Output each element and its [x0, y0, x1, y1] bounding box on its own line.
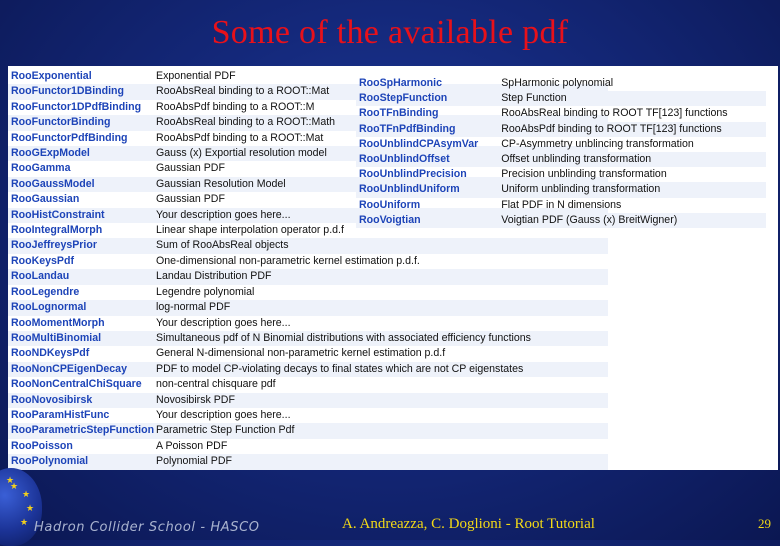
right-table-row: [356, 91, 766, 106]
pdf-class-name: RooUniform: [359, 198, 421, 211]
pdf-class-name: RooGExpModel: [8, 146, 154, 161]
pdf-class-name: RooFunctor1DPdfBinding: [11, 100, 142, 113]
left-table-row: [8, 269, 608, 284]
pdf-description: Landau Distribution PDF: [154, 269, 608, 284]
pdf-class-name: RooFunctor1DBinding: [8, 84, 154, 99]
right-table-row: [356, 198, 766, 213]
right-table-row: [356, 213, 766, 228]
pdf-description: Linear shape interpolation operator p.d.f: [156, 224, 344, 237]
pdf-description: Precision unblinding transformation: [501, 168, 667, 181]
left-table-row: [8, 300, 608, 315]
pdf-class-name: RooHistConstraint: [8, 208, 154, 223]
left-table-row: [8, 238, 608, 253]
footer-school-name: Hadron Collider School - HASCO: [34, 520, 260, 535]
pdf-description: Gaussian PDF: [156, 162, 225, 175]
pdf-description: Step Function: [499, 91, 766, 106]
pdf-class-name: RooUnblindOffset: [356, 152, 499, 167]
pdf-description: Gaussian PDF: [156, 193, 225, 206]
pdf-description: CP-Asymmetry unblincing transformation: [501, 137, 694, 150]
pdf-description: RooAbsReal binding to a ROOT::Math: [154, 115, 608, 130]
pdf-class-name: RooLognormal: [8, 300, 154, 315]
slide-title: Some of the available pdf: [211, 14, 569, 51]
pdf-class-name: RooJeffreysPrior: [8, 238, 154, 253]
left-table-row: [8, 393, 608, 408]
pdf-class-name: RooGaussModel: [8, 177, 154, 192]
pdf-class-name: RooParamHistFunc: [11, 408, 110, 421]
page-number: 29: [758, 516, 771, 531]
pdf-class-name: RooFunctorPdfBinding: [11, 131, 128, 144]
pdf-class-name: RooFunctorBinding: [8, 115, 154, 130]
pdf-description: PDF to model CP-violating decays to final states which are not CP eigenstates: [154, 362, 608, 377]
pdf-description: RooAbsPdf binding to ROOT TF[123] functions: [499, 122, 766, 137]
pdf-class-name: RooSpHarmonic: [359, 77, 442, 89]
left-table-row: [8, 362, 608, 377]
left-table-row: [8, 423, 608, 438]
pdf-description: Gaussian Resolution Model: [154, 177, 608, 192]
left-table-row: [8, 454, 608, 469]
pdf-description: Your description goes here...: [154, 208, 608, 223]
pdf-description: non-central chisquare pdf: [156, 378, 276, 391]
pdf-description: General N-dimensional non-parametric kernel estimation p.d.f: [156, 347, 446, 360]
pdf-class-name: RooGaussian: [11, 193, 80, 206]
pdf-class-name: RooMultiBinomial: [8, 331, 154, 346]
pdf-description: Your description goes here...: [156, 408, 291, 421]
pdf-description: SpHarmonic polynomial: [501, 77, 614, 89]
pdf-description: Flat PDF in N dimensions: [501, 198, 622, 211]
pdf-class-name: RooExponential: [11, 70, 92, 82]
pdf-description: Exponential PDF: [156, 70, 236, 82]
pdf-class-name: RooLandau: [8, 269, 154, 284]
right-table-row: [356, 167, 766, 182]
pdf-class-name: RooIntegralMorph: [11, 224, 103, 237]
pdf-class-list: [8, 66, 778, 470]
pdf-description: log-normal PDF: [154, 300, 608, 315]
pdf-class-name: RooUnblindPrecision: [359, 168, 467, 181]
pdf-class-name: RooPolynomial: [8, 454, 154, 469]
left-table-row: [8, 254, 608, 269]
pdf-description: A Poisson PDF: [156, 439, 228, 452]
pdf-class-name: RooStepFunction: [356, 91, 499, 106]
pdf-class-name: RooNovosibirsk: [8, 393, 154, 408]
pdf-description: Sum of RooAbsReal objects: [154, 238, 608, 253]
pdf-class-name: RooTFnPdfBinding: [356, 122, 499, 137]
pdf-description: Parametric Step Function Pdf: [154, 423, 608, 438]
pdf-description: Simultaneous pdf of N Binomial distributions with associated efficiency functions: [154, 331, 608, 346]
right-table-row: [356, 122, 766, 137]
pdf-class-name: RooNonCPEigenDecay: [8, 362, 154, 377]
pdf-class-name: RooParametricStepFunction: [8, 423, 154, 438]
pdf-class-name: RooUnblindCPAsymVar: [359, 137, 479, 150]
pdf-description: One-dimensional non-parametric kernel estimation p.d.f.: [156, 254, 420, 267]
left-table-row: [8, 346, 608, 361]
pdf-class-name: RooTFnBinding: [359, 107, 439, 120]
left-table-row: [8, 316, 608, 331]
pdf-description: Gauss (x) Exportial resolution model: [154, 146, 608, 161]
left-table-row: [8, 331, 608, 346]
pdf-description: Legendre polynomial: [156, 285, 255, 298]
pdf-description: Uniform unblinding transformation: [499, 182, 766, 197]
pdf-class-name: RooGamma: [11, 162, 71, 175]
right-table-row: [356, 182, 766, 197]
pdf-class-name: RooMomentMorph: [11, 316, 105, 329]
left-table-row: [8, 285, 608, 300]
footer-author: A. Andreazza, C. Doglioni - Root Tutorial: [342, 516, 595, 532]
right-table-row: [356, 76, 766, 91]
hasco-balloon-logo: ★ ★ ★ ★ ★: [0, 468, 42, 546]
pdf-class-name: RooUnblindUniform: [356, 182, 499, 197]
pdf-description: RooAbsReal binding to a ROOT::Mat: [154, 84, 608, 99]
pdf-class-name: RooLegendre: [11, 285, 80, 298]
pdf-description: Offset unblinding transformation: [499, 152, 766, 167]
pdf-description: RooAbsPdf binding to a ROOT::Mat: [156, 131, 324, 144]
right-pdf-table: [356, 76, 766, 228]
left-table-row: [8, 408, 608, 423]
right-table-row: [356, 137, 766, 152]
pdf-class-name: RooNDKeysPdf: [11, 347, 90, 360]
right-table-row: [356, 152, 766, 167]
pdf-class-name: RooNonCentralChiSquare: [11, 378, 142, 391]
pdf-description: RooAbsPdf binding to a ROOT::M: [156, 100, 315, 113]
pdf-description: Voigtian PDF (Gauss (x) BreitWigner): [499, 213, 766, 228]
pdf-class-name: RooPoisson: [11, 439, 73, 452]
pdf-class-name: RooVoigtian: [356, 213, 499, 228]
pdf-class-name: RooKeysPdf: [11, 254, 74, 267]
right-table-row: [356, 106, 766, 121]
left-table-row: [8, 377, 608, 392]
pdf-description: Your description goes here...: [156, 316, 291, 329]
pdf-description: RooAbsReal binding to ROOT TF[123] functions: [501, 107, 728, 120]
left-table-row: [8, 439, 608, 454]
pdf-description: Polynomial PDF: [154, 454, 608, 469]
pdf-description: Novosibirsk PDF: [154, 393, 608, 408]
